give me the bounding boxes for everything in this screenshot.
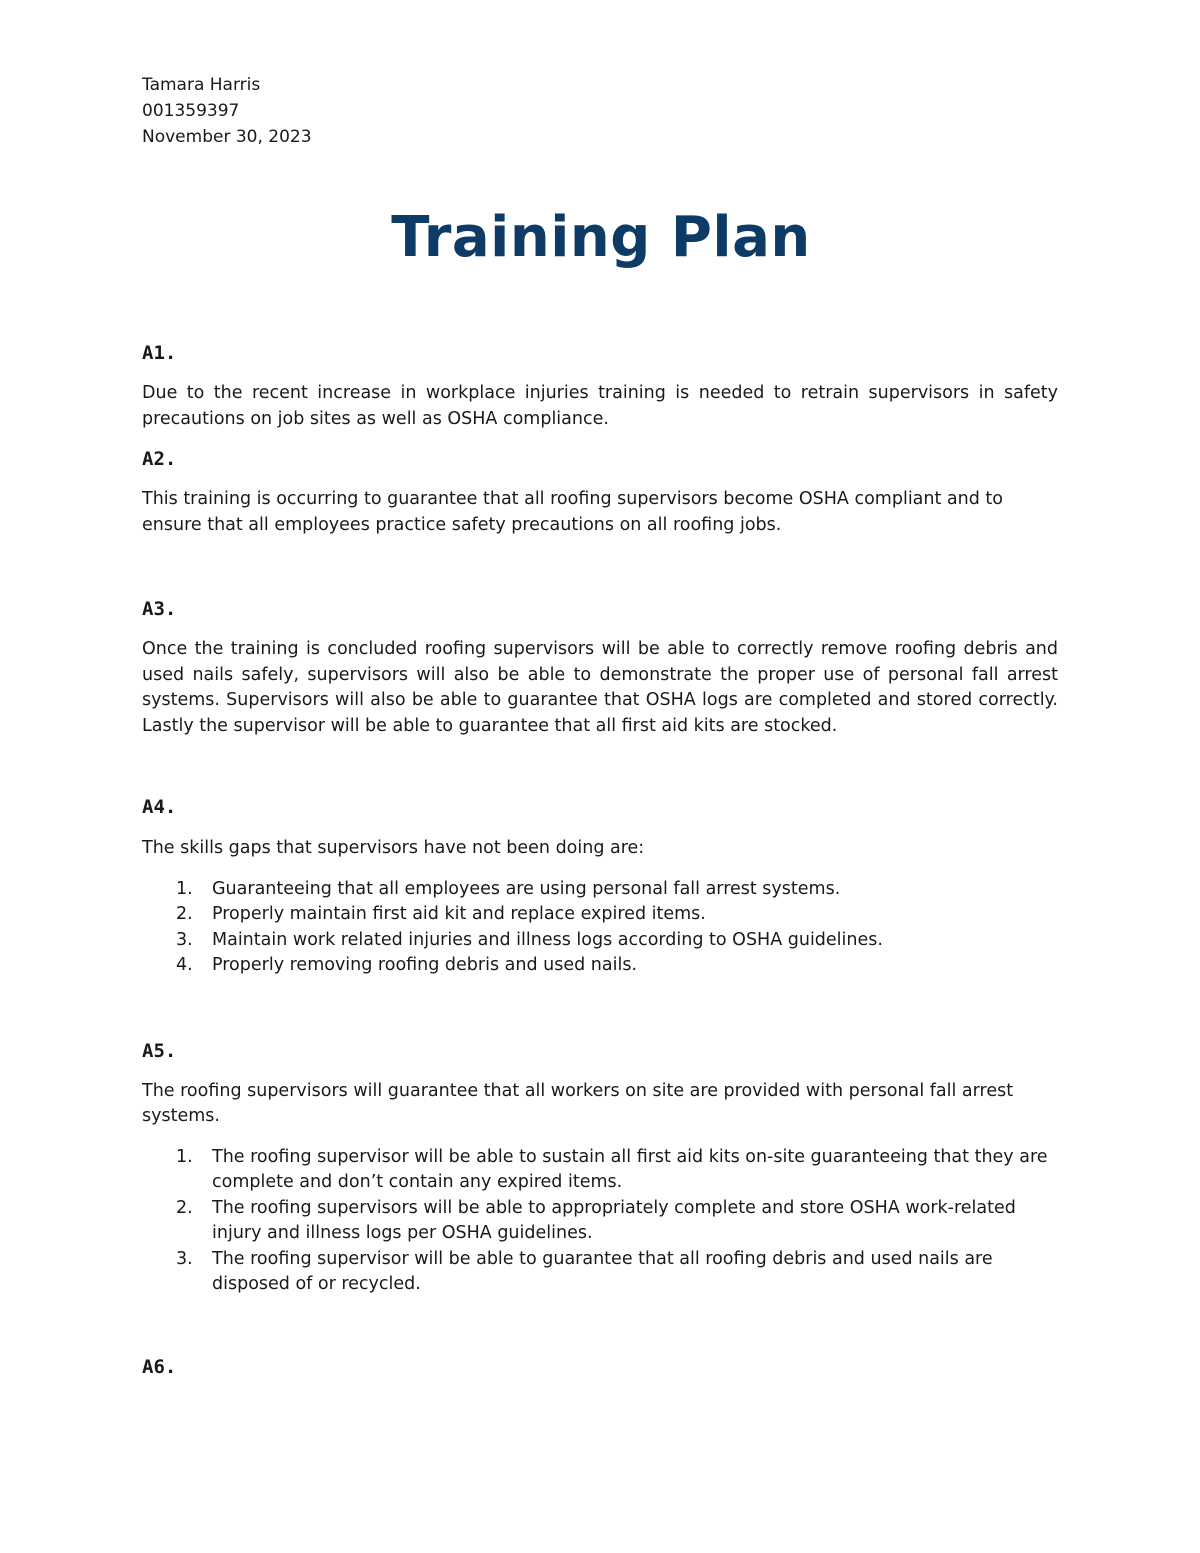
list-item-text: The roofing supervisor will be able to sustain all first aid kits on-site guaranteeing that they are complete and don’t contain any expired items. xyxy=(212,1146,1048,1192)
list-item-text: Properly maintain first aid kit and replace expired items. xyxy=(212,904,706,924)
section-paragraph-a1: Due to the recent increase in workplace injuries training is needed to retrain supervisors in safety precautions on job sites as well as OSHA compliance. xyxy=(142,383,1058,429)
list-item xyxy=(142,1196,1052,1247)
skills-gap-list xyxy=(142,877,1060,979)
list-item-number: 1. xyxy=(176,1146,193,1167)
document-date: November 30, 2023 xyxy=(142,127,312,147)
list-item-text: Properly removing roofing debris and used nails. xyxy=(212,955,638,975)
section-heading-a2: A2. xyxy=(142,448,177,470)
list-item-number: 2. xyxy=(176,1197,193,1218)
list-item xyxy=(142,877,1060,903)
list-item xyxy=(142,953,1060,979)
section-heading-a4: A4. xyxy=(142,796,177,818)
section-heading-a6: A6. xyxy=(142,1355,177,1378)
list-item-text: The roofing supervisors will be able to appropriately complete and store OSHA work-related injury and illness logs per OSHA guidelines. xyxy=(212,1197,1016,1243)
list-item-text: Guaranteeing that all employees are using personal fall arrest systems. xyxy=(212,878,841,899)
list-item xyxy=(142,902,1060,928)
list-item-number: 1. xyxy=(176,878,193,899)
list-item-number: 3. xyxy=(176,929,193,950)
section-paragraph-a2: This training is occurring to guarantee that all roofing supervisors become OSHA compliant and to ensure that all employees practice safety precautions on all roofing jobs. xyxy=(142,489,1003,535)
section-paragraph-a3: Once the training is concluded roofing supervisors will be able to correctly remove roofing debris and used nails safely, supervisors will also be able to demonstrate the proper use of personal fall arrest systems. Supervisors will also be able to guarantee that OSHA logs are completed and stored correctly. Lastly the supervisor will be able to guarantee that all first aid kits are stocked. xyxy=(142,639,1058,736)
student-id: 001359397 xyxy=(142,101,240,121)
document-title: Training Plan xyxy=(391,205,811,270)
list-item xyxy=(142,1145,1052,1196)
list-item-text: Maintain work related injuries and illness logs according to OSHA guidelines. xyxy=(212,929,883,950)
list-item xyxy=(142,928,1060,954)
objectives-list xyxy=(142,1145,1060,1298)
section-paragraph-a4: The skills gaps that supervisors have not been doing are: xyxy=(142,838,645,858)
document-page xyxy=(142,72,1060,1380)
list-item-number: 2. xyxy=(176,904,193,924)
section-paragraph-a5: The roofing supervisors will guarantee that all workers on site are provided with personal fall arrest systems. xyxy=(142,1080,1014,1126)
list-item xyxy=(142,1247,1052,1298)
list-item-number: 3. xyxy=(176,1248,193,1269)
section-heading-a1: A1. xyxy=(142,342,177,364)
author-name: Tamara Harris xyxy=(142,75,261,95)
section-heading-a5: A5. xyxy=(142,1039,177,1062)
list-item-text: The roofing supervisor will be able to guarantee that all roofing debris and used nails are disposed of or recycled. xyxy=(212,1248,993,1294)
list-item-number: 4. xyxy=(176,955,193,975)
section-heading-a3: A3. xyxy=(142,598,177,620)
